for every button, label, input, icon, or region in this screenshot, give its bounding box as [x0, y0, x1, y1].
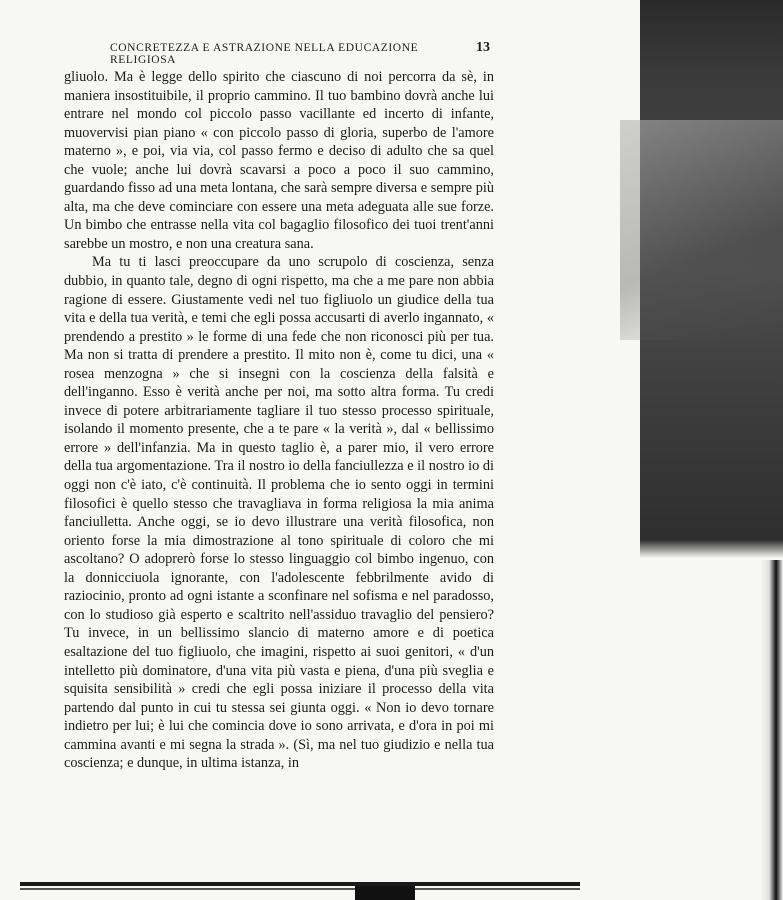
scan-bottom-block — [355, 886, 415, 900]
body-text — [64, 68, 494, 773]
paragraph: gliuolo. Ma è legge dello spirito che ciascuno di noi percorra da sè, in maniera insostituibile, il proprio cammino. Il tuo bambino dovrà anche lui entrare nel mondo col piccolo passo vacillante ed incerto di infante, muovervisi pian piano « con piccolo passo di gloria, superbo de l'amore materno », e poi, via via, col passo fermo e deciso di adulto che sa quel che vuole; anche lui dovrà scavarsi a poco a poco il suo cammino, guardando fisso ad una meta lontana, che sarà sempre diversa e sempre più alta, ma che deve cominciare con essere una meta adeguata alle sue forze. Un bimbo che entrasse nella vita col bagaglio filosofico dei tuoi trent'anni sarebbe un mostro, e non una creatura sana. — [64, 69, 494, 252]
scan-bottom-rule — [20, 882, 580, 886]
running-head: CONCRETEZZA E ASTRAZIONE NELLA EDUCAZIONE RELIGIOSA — [110, 42, 419, 66]
page-header — [110, 40, 490, 66]
scan-glare — [620, 120, 783, 340]
paragraph: Ma tu ti lasci preoccupare da uno scrupolo di coscienza, senza dubbio, in quanto tale, degno di ogni rispetto, ma che a me pare non abbia ragione di essere. Giustamente vedi nel tuo figliuolo un giudice della tua vita e della tua verità, e temi che egli possa accusarti di averlo ingannato, « prendendo a prestito » le forme di una fede che non riconosci più per tua. Ma non si tratta di prendere a prestito. Il mito non è, come tu dici, una « rosea menzogna » che si insegni con la coscienza della falsità e dell'inganno. Esso è verità anche per noi, ma sotto altra forma. Tu credi invece di potere arbitrariamente tagliare il tuo stesso processo spirituale, isolando il momento presente, che a te pare « la verità », dal « bellissimo errore » dell'infanzia. Ma in questo taglio è, a parer mio, il vero errore della tua argomentazione. Tra il nostro io della fanciullezza e il nostro io di oggi non c'è iato, c'è continuità. Il problema che io sento oggi in termini filosofici è quello stesso che travagliava in forma religiosa la mia anima fanciulletta. Anche oggi, se io devo illustrare una verità filosofica, non oriento forse la mia dimostrazione al tono spirituale di coloro che mi ascoltano? O adoprerò forse lo stesso linguaggio col bimbo ingenuo, con la donnicciuola ignorante, con l'adolescente febbrilmente avido di raziocinio, pronto ad ogni istante a sconfinare nel sofisma e nel paradosso, con lo studioso già esperto e scaltrito nell'assiduo travaglio del pensiero? Tu invece, in un bellissimo slancio di materno amore e di poetica esaltazione del tuo figliuolo, che imagini, rispetto ai suoi genitori, « d'un intelletto più dominatore, d'una vita più vasta e piena, d'una più sveglia e squisita sensibilità » credi che egli possa iniziare il processo della vita partendo dal punto in cui tu stessa sei giunta oggi. « Non io devo tornare indietro per lui; è lui che comincia dove io sono arrivata, e d'ora in poi mi cammina avanti e mi segna la strada ». (Sì, ma nel tuo giudizio e nella tua coscienza; e dunque, in ultima istanza, in — [64, 254, 494, 772]
scan-edge-strip — [760, 560, 783, 900]
scan-bottom-rule-thin — [20, 888, 580, 890]
page-number: 13 — [476, 40, 490, 55]
